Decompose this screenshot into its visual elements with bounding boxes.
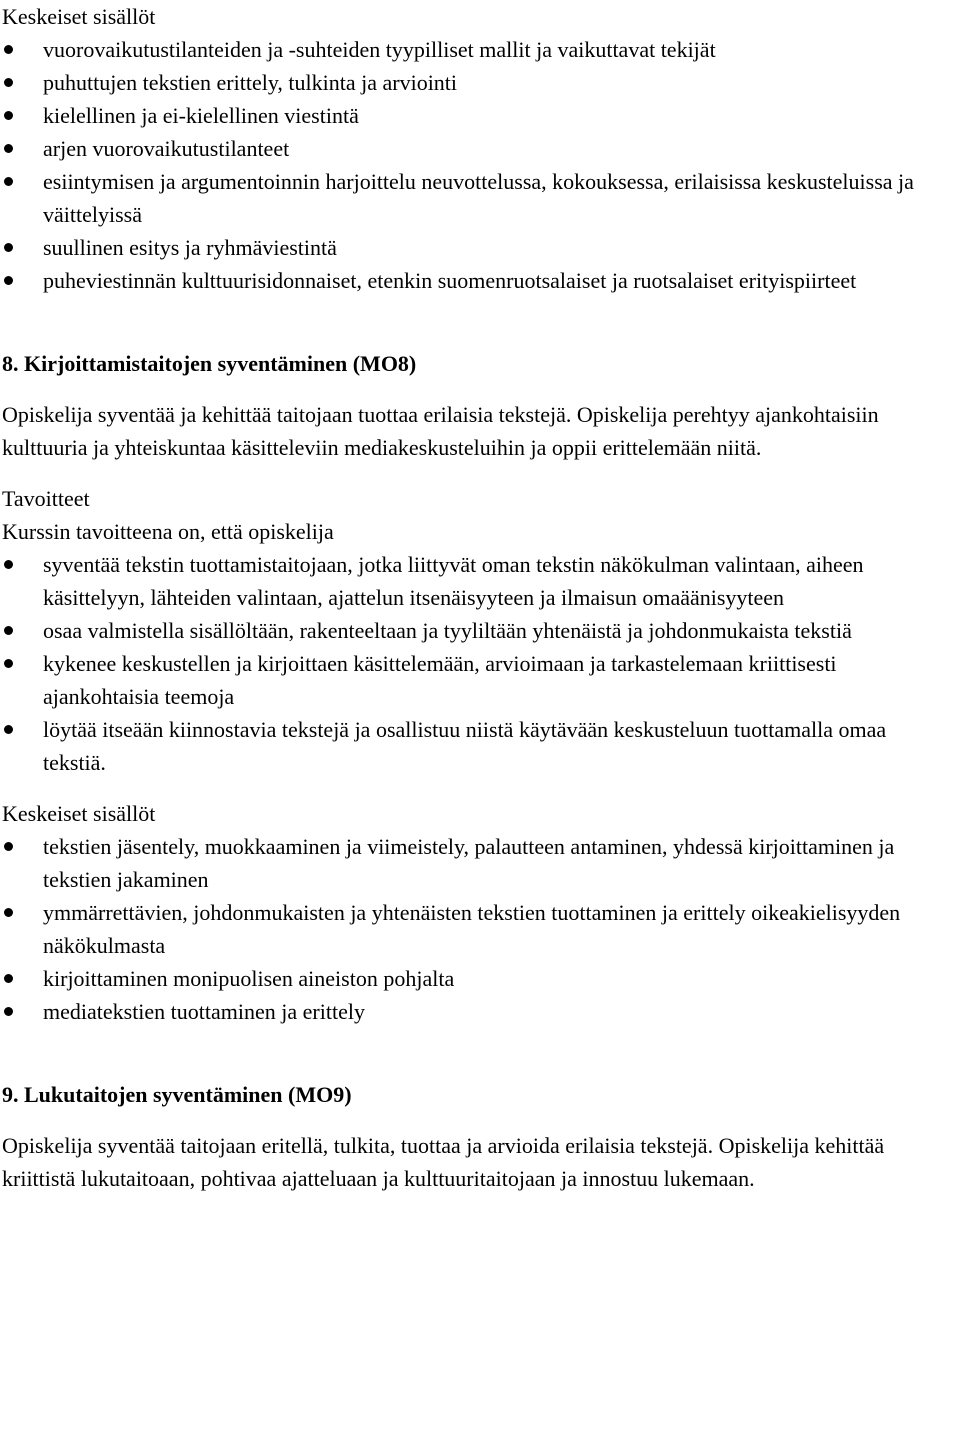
- list-item: löytää itseään kiinnostavia tekstejä ja osallistuu niistä käytävään keskusteluun tuottamalla omaa tekstiä.: [2, 713, 932, 779]
- list-item: syventää tekstin tuottamistaitojaan, jotka liittyvät oman tekstin näkökulman valintaan, aiheen käsittelyyn, lähteiden valintaan, ajattelun itsenäisyyteen ja ilmaisun omaäänisyyteen: [2, 548, 932, 614]
- bullet-icon: [4, 111, 13, 120]
- bullet-icon: [4, 974, 13, 983]
- module-heading: 8. Kirjoittamistaitojen syventäminen (MO8): [2, 351, 417, 376]
- bullet-icon: [4, 626, 13, 635]
- module-heading: 9. Lukutaitojen syventäminen (MO9): [2, 1082, 352, 1107]
- bullet-icon: [4, 243, 13, 252]
- list-item: suullinen esitys ja ryhmäviestintä: [2, 231, 932, 264]
- list-item: arjen vuorovaikutustilanteet: [2, 132, 932, 165]
- list-item: kielellinen ja ei-kielellinen viestintä: [2, 99, 932, 132]
- bullet-icon: [4, 276, 13, 285]
- goals-intro: Kurssin tavoitteena on, että opiskelija: [2, 519, 334, 544]
- list-item: puheviestinnän kulttuurisidonnaiset, etenkin suomenruotsalaiset ja ruotsalaiset erityispiirteet: [2, 264, 932, 297]
- goals-label: Tavoitteet: [2, 486, 90, 511]
- bullet-icon: [4, 908, 13, 917]
- bullet-icon: [4, 144, 13, 153]
- bullet-icon: [4, 842, 13, 851]
- list-item: mediatekstien tuottaminen ja erittely: [2, 995, 932, 1028]
- bullet-icon: [4, 45, 13, 54]
- goals-list: [2, 548, 932, 779]
- content-label: Keskeiset sisällöt: [2, 4, 156, 29]
- content-list: [2, 830, 932, 1028]
- content-label: Keskeiset sisällöt: [2, 801, 156, 826]
- bullet-icon: [4, 177, 13, 186]
- list-item: esiintymisen ja argumentoinnin harjoittelu neuvottelussa, kokouksessa, erilaisissa keskusteluissa ja väittelyissä: [2, 165, 932, 231]
- content-list: [2, 33, 932, 297]
- bullet-icon: [4, 725, 13, 734]
- list-item: kirjoittaminen monipuolisen aineiston pohjalta: [2, 962, 932, 995]
- list-item: ymmärrettävien, johdonmukaisten ja yhtenäisten tekstien tuottaminen ja erittely oikeakielisyyden näkökulmasta: [2, 896, 932, 962]
- bullet-icon: [4, 78, 13, 87]
- list-item: osaa valmistella sisällöltään, rakenteeltaan ja tyyliltään yhtenäistä ja johdonmukaista tekstiä: [2, 614, 932, 647]
- module-description: Opiskelija syventää taitojaan eritellä, tulkita, tuottaa ja arvioida erilaisia tekstejä. Opiskelija kehittää kriittistä lukutaitoaan, pohtivaa ajatteluaan ja kulttuuritaitojaan ja innostuu lukemaan.: [2, 1133, 885, 1191]
- module-description: Opiskelija syventää ja kehittää taitojaan tuottaa erilaisia tekstejä. Opiskelija perehtyy ajankohtaisiin kulttuuria ja yhteiskuntaa käsitteleviin mediakeskusteluihin ja oppii erittelemään niitä.: [2, 402, 879, 460]
- list-item: kykenee keskustellen ja kirjoittaen käsittelemään, arvioimaan ja tarkastelemaan kriittisesti ajankohtaisia teemoja: [2, 647, 932, 713]
- list-item: tekstien jäsentely, muokkaaminen ja viimeistely, palautteen antaminen, yhdessä kirjoittaminen ja tekstien jakaminen: [2, 830, 932, 896]
- bullet-icon: [4, 659, 13, 668]
- list-item: puhuttujen tekstien erittely, tulkinta ja arviointi: [2, 66, 932, 99]
- bullet-icon: [4, 560, 13, 569]
- list-item: vuorovaikutustilanteiden ja -suhteiden tyypilliset mallit ja vaikuttavat tekijät: [2, 33, 932, 66]
- bullet-icon: [4, 1007, 13, 1016]
